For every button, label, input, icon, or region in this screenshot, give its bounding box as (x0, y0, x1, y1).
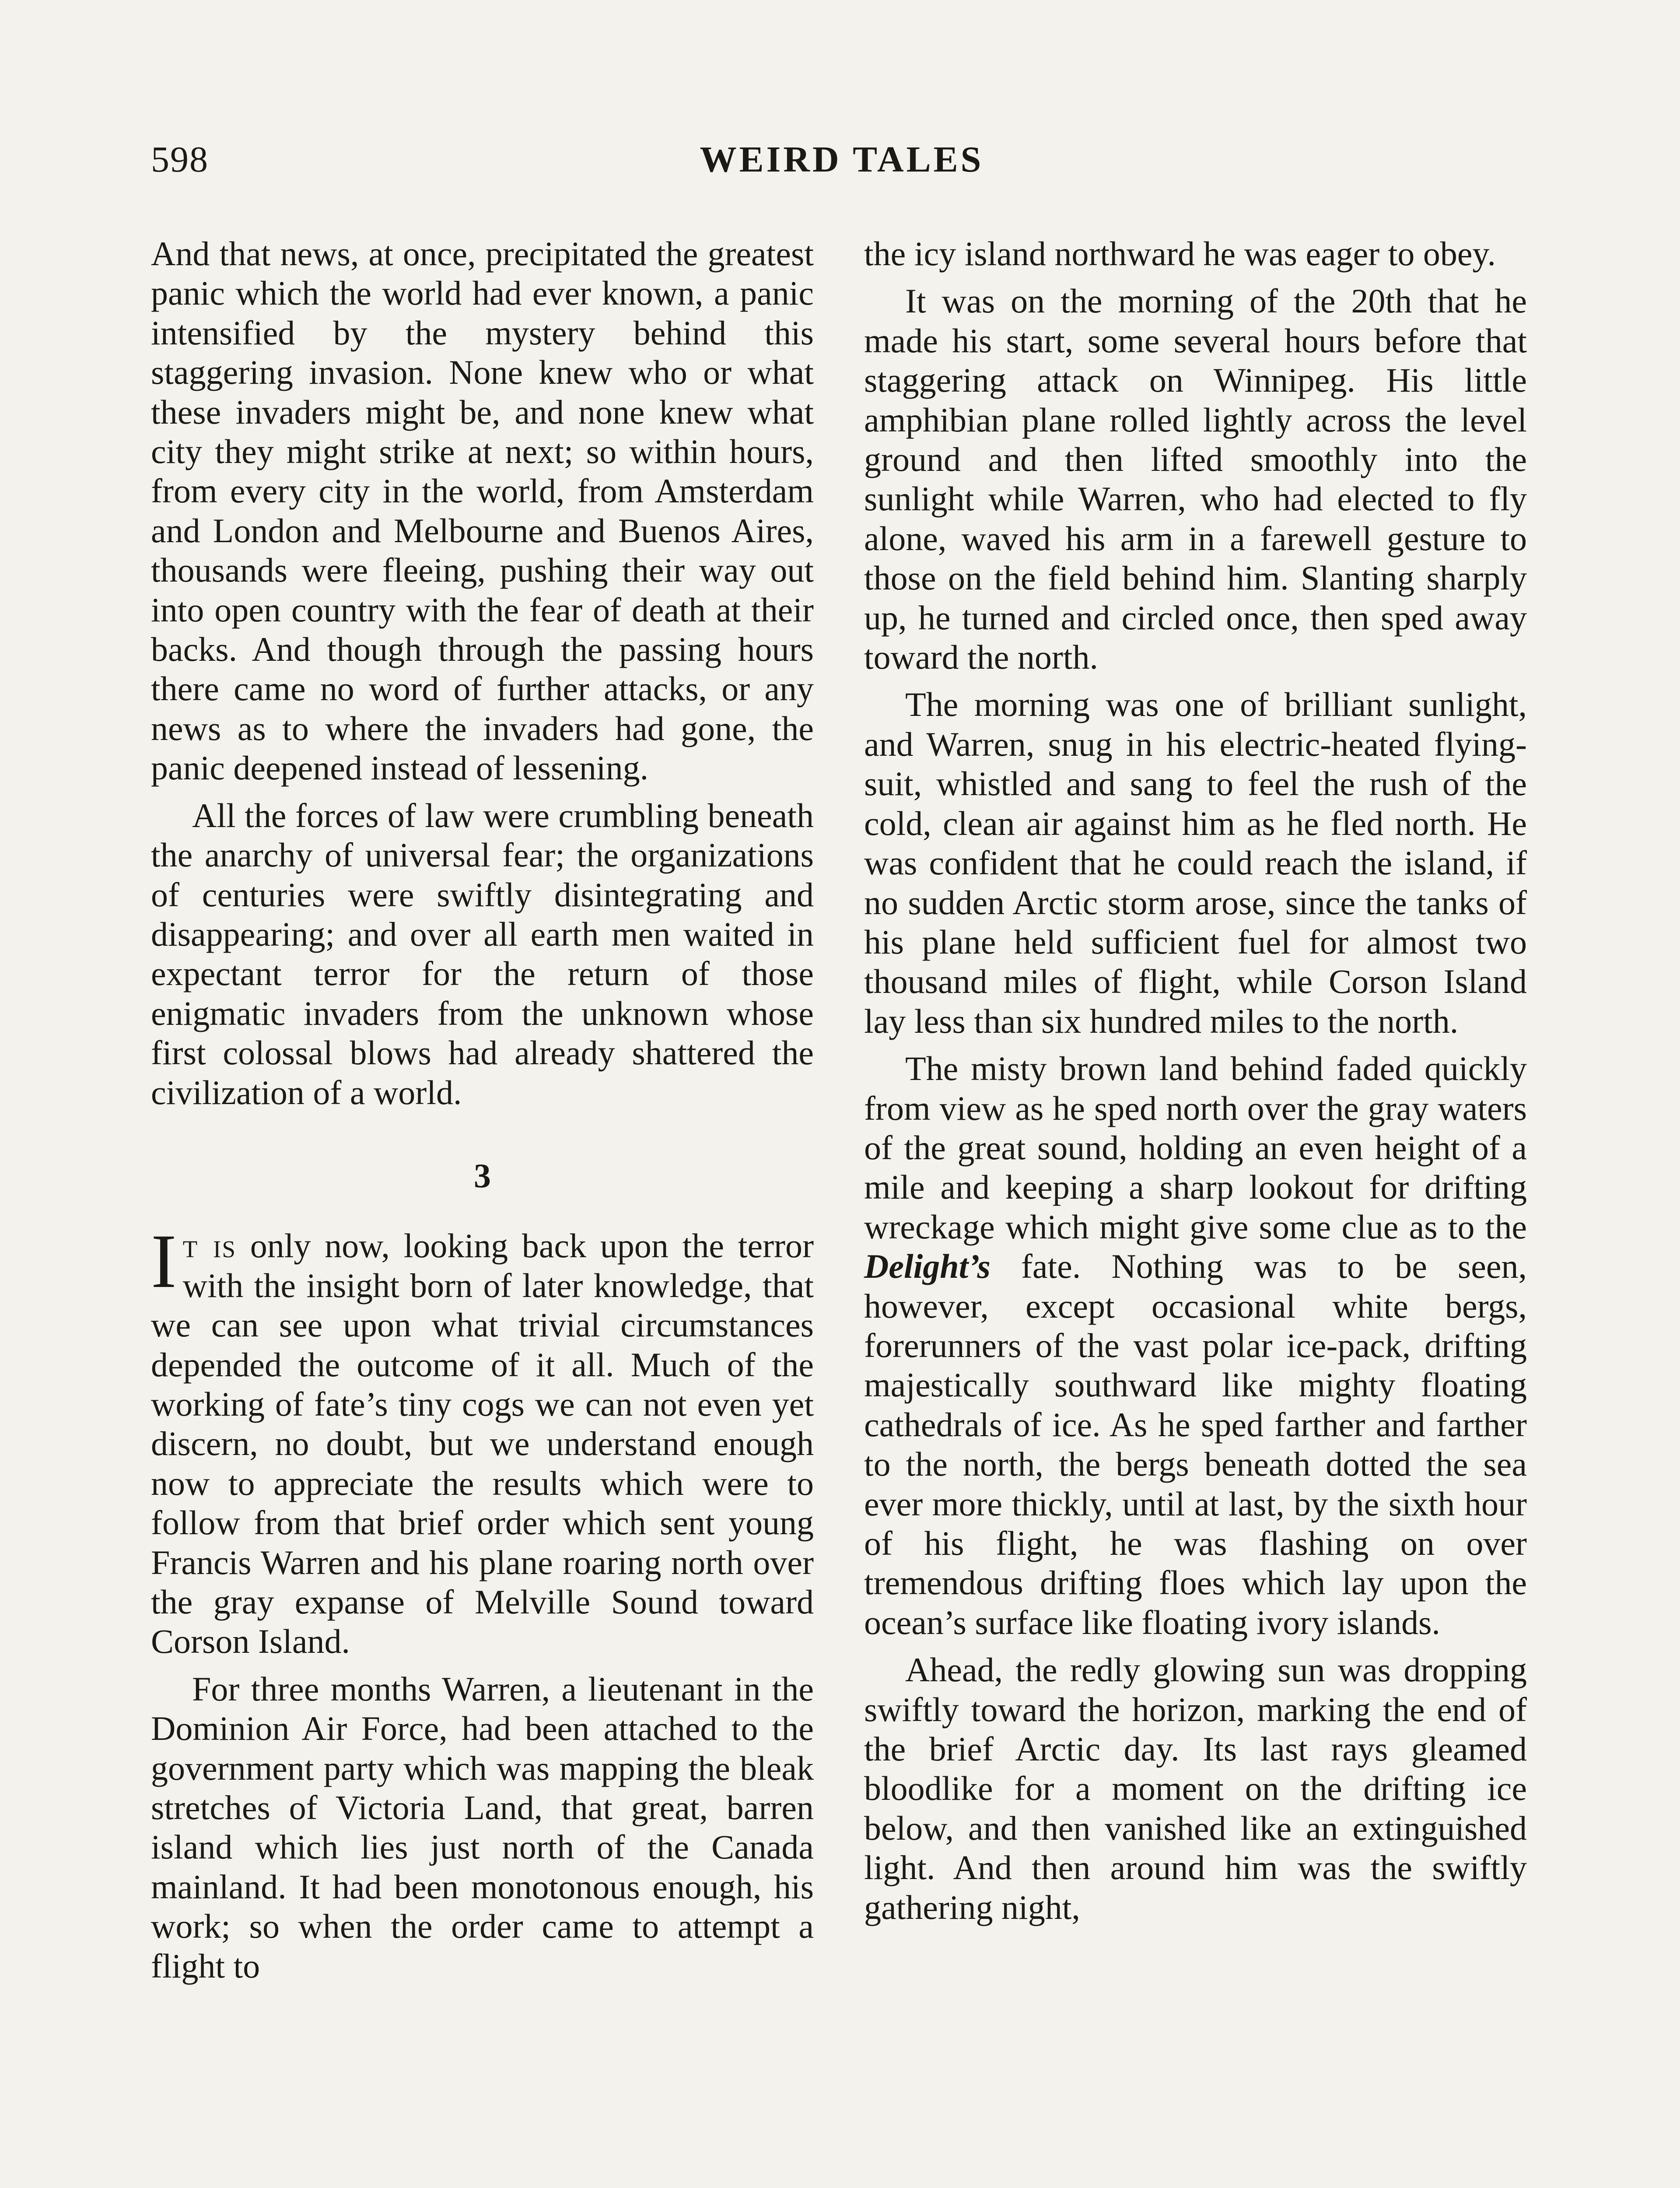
small-caps-lead: t is (182, 1227, 236, 1265)
paragraph: The morning was one of brilliant sunlight, and Warren, snug in his electric-heated flying-suit, whistled and sang to feel the rush of the cold, clean air against him as he fled north. He was confident that he could reach the island, if no sudden Arctic storm arose, since the tanks of his plane held sufficient fuel for almost two thousand miles of flight, while Corson Island lay less than six hundred miles to the north. (864, 685, 1527, 1040)
ship-name: Delight’s (864, 1247, 990, 1286)
paragraph: It was on the morning of the 20th that he made his start, some several hours before that staggering attack on Winnipeg. His little amphibian plane rolled lightly across the level ground and then lifted smoothly into the sunlight while Warren, who had elected to fly alone, waved his arm in a farewell gesture to those on the field behind him. Slanting sharply up, he turned and circled once, then sped away toward the north. (864, 282, 1527, 677)
running-head: WEIRD TALES (700, 139, 984, 180)
drop-cap: I (151, 1219, 177, 1304)
paragraph: Ahead, the redly glowing sun was dropping swiftly toward the horizon, marking the end of the brief Arctic day. Its last rays gleamed bloodlike for a moment on the drifting ice below, and then vanished like an extinguished light. And then around him was the swiftly gathering night, (864, 1651, 1527, 1926)
paragraph (864, 1049, 1527, 1642)
paragraph: And that news, at once, precipitated the greatest panic which the world had ever known, a panic intensified by the mystery behind this staggering invasion. None knew who or what these invaders might be, and none knew what city they might strike at next; so within hours, from every city in the world, from Amsterdam and London and Melbourne and Buenos Aires, thousands were fleeing, pushing their way out into open country with the fear of death at their backs. And though through the passing hours there came no word of further attacks, or any news as to where the invaders had gone, the panic deepened instead of lessening. (151, 235, 814, 787)
page-header (151, 133, 1533, 186)
paragraph: All the forces of law were crumbling beneath the anarchy of universal fear; the organizations of centuries were swiftly disintegrating and disappearing; and over all earth men waited in expectant terror for the return of those enigmatic invaders from the unknown whose first colossal blows had already shattered the civilization of a world. (151, 796, 814, 1112)
page-number: 598 (151, 139, 209, 180)
opening-paragraph (151, 1219, 814, 1661)
left-column (151, 234, 814, 1994)
section-number: 3 (474, 1156, 491, 1195)
right-column (864, 234, 1527, 1935)
paragraph-text: The misty brown land behind faded quickly from view as he sped north over the gray waters of the great sound, holding an even height of a mile and keeping a sharp lookout for drifting wreckage which might give some clue as to the (864, 1049, 1527, 1246)
paragraph-text: fate. Nothing was to be seen, however, except occasional white bergs, forerunners of the vast polar ice-pack, drifting majestically southward like mighty floating cathedrals of ice. As he sped farther and farther to the north, the bergs beneath dotted the sea ever more thickly, until at last, by the sixth hour of his flight, he was flashing on over tremendous drifting floes which lay upon the ocean’s surface like floating ivory islands. (864, 1247, 1527, 1641)
paragraph: For three months Warren, a lieutenant in the Dominion Air Force, had been attached to the government party which was mapping the bleak stretches of Victoria Land, that great, barren island which lies just north of the Canada mainland. It had been monotonous enough, his work; so when the order came to attempt a flight to (151, 1669, 814, 1985)
paragraph-text: only now, looking back upon the terror with the insight born of later knowledge, that we can see upon what trivial circumstances depended the outcome of it all. Much of the working of fate’s tiny cogs we can not even yet discern, no doubt, but we understand enough now to appreciate the results which were to follow from that brief order which sent young Francis Warren and his plane roaring north over the gray expanse of Melville Sound toward Corson Island. (151, 1227, 814, 1661)
paragraph: the icy island northward he was eager to obey. (864, 235, 1496, 273)
